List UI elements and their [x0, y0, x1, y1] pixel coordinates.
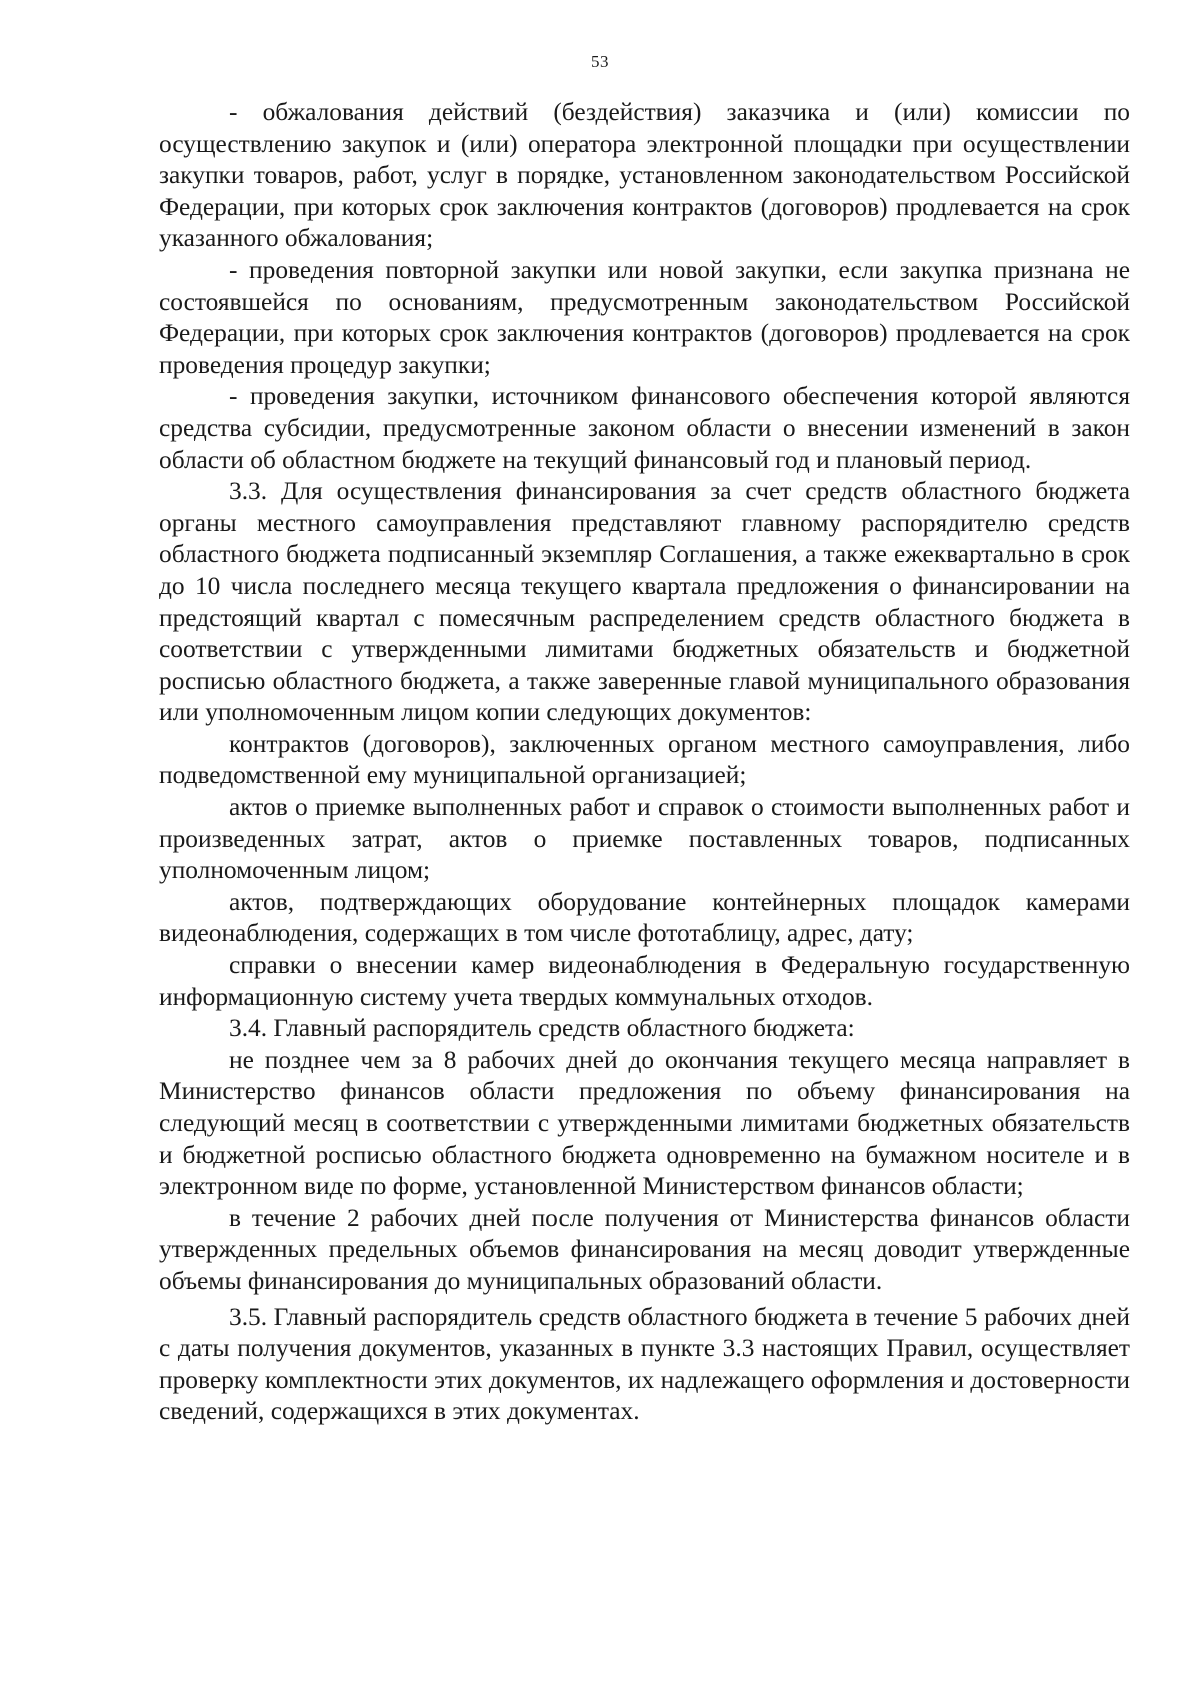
paragraph-camera-registry: справки о внесении камер видеонаблюдения в Федеральную государственную информационную систему учета твердых коммунальных отходов. [159, 951, 1130, 1011]
paragraph-3-5: 3.5. Главный распорядитель средств областного бюджета в течение 5 рабочих дней с даты получения документов, указанных в пункте 3.3 настоящих Правил, осуществляет проверку комплектности этих документов, их надлежащего оформления и достоверности сведений, содержащихся в этих документах. [159, 1302, 1130, 1426]
paragraph-monthly-proposals: не позднее чем за 8 рабочих дней до окончания текущего месяца направляет в Министерство финансов области предложения по объему финансирования на следующий месяц в соответствии с утвержденными лимитами бюджетных обязательств и бюджетной росписью областного бюджета одновременно на бумажном носителе и в электронном виде по форме, установленной Министерством финансов области; [159, 1045, 1130, 1201]
paragraph-3-3: 3.3. Для осуществления финансирования за счет средств областного бюджета органы местного самоуправления представляют главному распорядителю средств областного бюджета подписанный экземпляр Соглашения, а также ежеквартально в срок до 10 числа последнего месяца текущего квартала предложения о финансировании на предстоящий квартал с помесячным распределением средств областного бюджета в соответствии с утвержденными лимитами бюджетных обязательств и бюджетной росписью областного бюджета, а также заверенные главой муниципального образования или уполномоченным лицом копии следующих документов: [159, 477, 1130, 727]
paragraph-contracts: контрактов (договоров), заключенных органом местного самоуправления, либо подведомственной ему муниципальной организацией; [159, 729, 1130, 790]
paragraph-3-4: 3.4. Главный распорядитель средств областного бюджета: [229, 1014, 855, 1043]
paragraph-camera-acts: актов, подтверждающих оборудование контейнерных площадок камерами видеонаблюдения, содержащих в том числе фототаблицу, адрес, дату; [159, 887, 1130, 948]
paragraph-repeat-procurement: - проведения повторной закупки или новой закупки, если закупка признана не состоявшейся по основаниям, предусмотренным законодательством Российской Федерации, при которых срок заключения контрактов (договоров) продлевается на срок проведения процедур закупки; [159, 255, 1130, 379]
paragraph-acceptance-acts: актов о приемке выполненных работ и справок о стоимости выполненных работ и произведенных затрат, актов о приемке поставленных товаров, подписанных уполномоченным лицом; [159, 793, 1130, 885]
paragraph-subsidy-procurement: - проведения закупки, источником финансового обеспечения которой являются средства субсидии, предусмотренные законом области о внесении изменений в закон области об областном бюджете на текущий финансовый год и плановый период. [159, 382, 1130, 474]
page-number: 53 [591, 52, 609, 71]
paragraph-appeal-procurement: - обжалования действий (бездействия) заказчика и (или) комиссии по осуществлению закупок и (или) оператора электронной площадки при осуществлении закупки товаров, работ, услуг в порядке, установленном законодательством Российской Федерации, при которых срок заключения контрактов (договоров) продлевается на срок указанного обжалования; [159, 98, 1130, 253]
document-body [159, 97, 1130, 1428]
paragraph-funding-allocation: в течение 2 рабочих дней после получения от Министерства финансов области утвержденных предельных объемов финансирования на месяц доводит утвержденные объемы финансирования до муниципальных образований области. [159, 1203, 1130, 1295]
